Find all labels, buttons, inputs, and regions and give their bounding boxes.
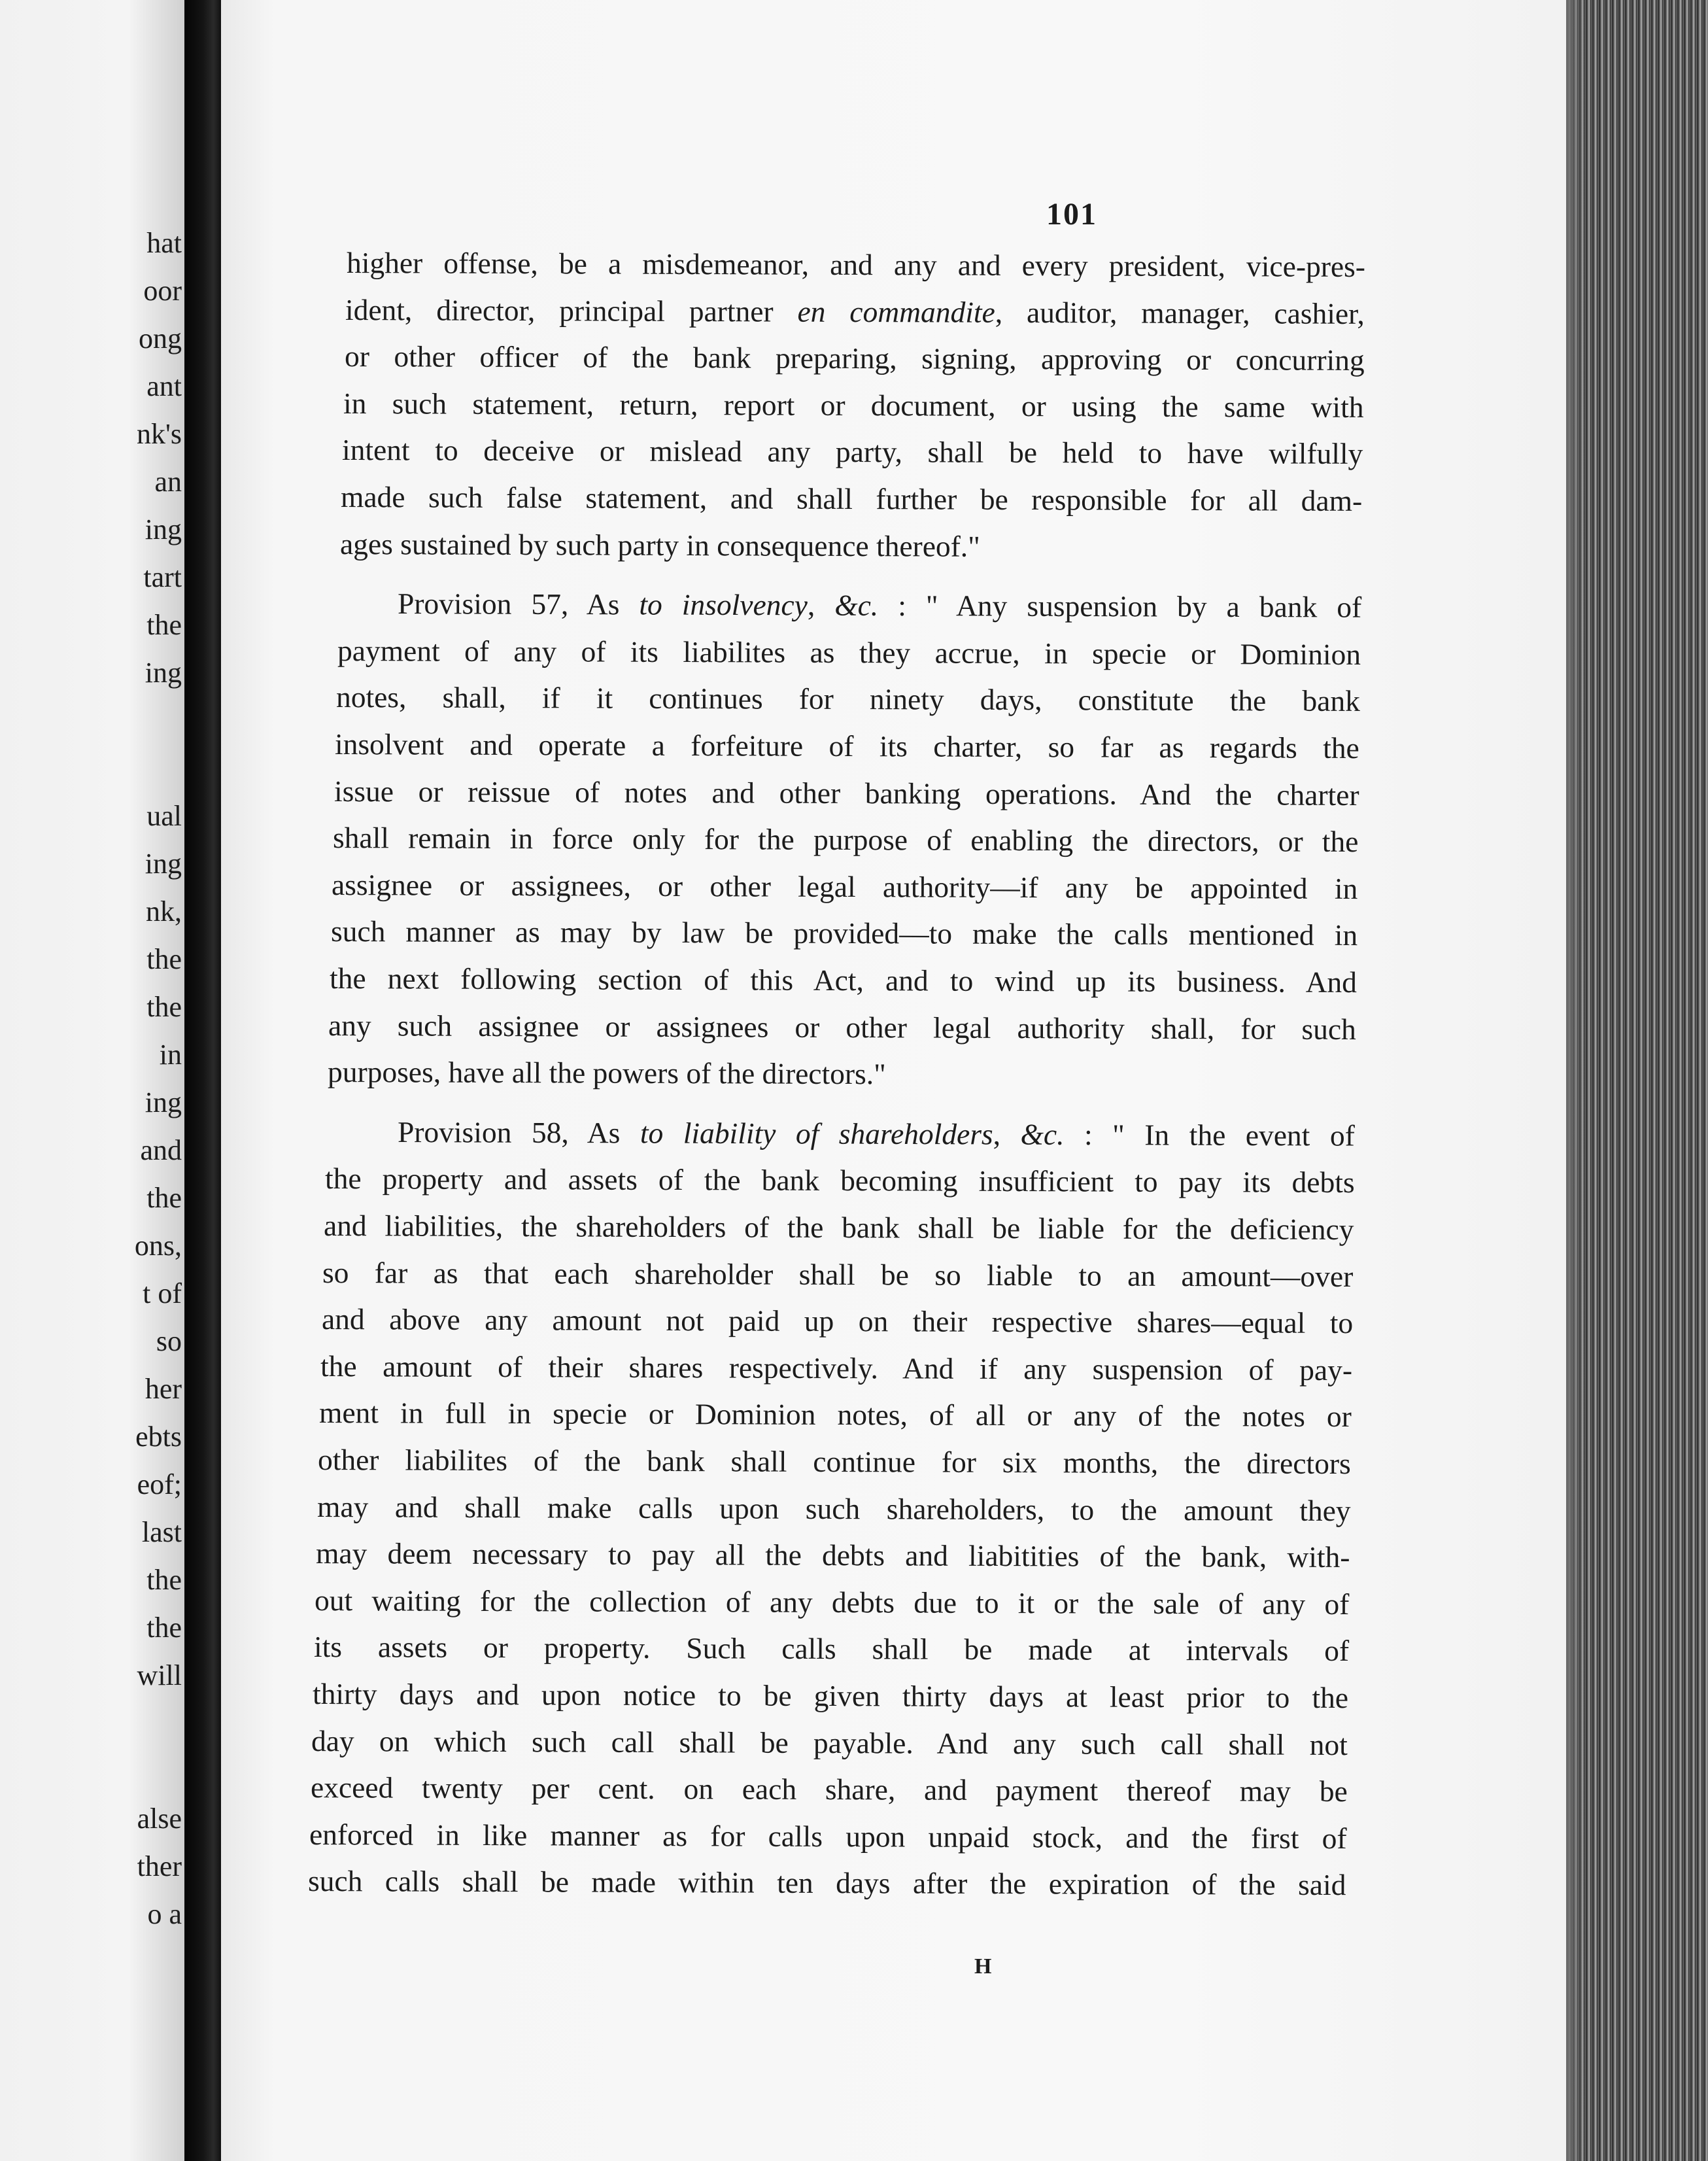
left-page-line: ing: [145, 1086, 182, 1118]
left-page-line: t of: [143, 1277, 182, 1309]
left-page-line: [5, 744, 182, 792]
left-page-line: ing: [145, 657, 182, 689]
left-page-line: [5, 1699, 182, 1747]
page-edge-shadow: [1566, 0, 1584, 2161]
text-line: the next following section of this Act, and to wind up its business. And: [329, 961, 1358, 999]
page-body-text: [221, 0, 1566, 2161]
book-gutter: [184, 0, 221, 2161]
text-line: the property and assets of the bank becoming insufficient to pay its debts: [324, 1162, 1355, 1200]
left-page-line: in: [159, 1039, 182, 1071]
left-page-line: alse: [137, 1803, 182, 1835]
left-page-line: ther: [137, 1850, 182, 1882]
left-page-line: ing: [145, 513, 182, 545]
text-line: other liabilites of the bank shall continue for six months, the directors: [318, 1443, 1352, 1481]
text-line: ment in full in specie or Dominion notes, of all or any of the notes or: [319, 1396, 1352, 1434]
text-line: out waiting for the collection of any debts due to it or the sale of any of: [315, 1583, 1350, 1621]
left-page-line: the: [146, 943, 182, 975]
text-line: insolvent and operate a forfeiture of its charter, so far as regards the: [335, 727, 1360, 765]
left-page-line: the: [146, 991, 182, 1023]
text-line: may deem necessary to pay all the debts and liabitities of the bank, with-: [315, 1536, 1350, 1574]
text-line: thirty days and upon notice to be given thirty days at least prior to the: [312, 1677, 1349, 1715]
text-line: ident, director, principal partner en commandite, auditor, manager, cashier,: [345, 292, 1365, 330]
text-line: assignee or assignees, or other legal authority—if any be appointed in: [332, 867, 1358, 905]
left-page-line: tart: [143, 561, 182, 593]
right-page: [221, 0, 1566, 2161]
left-page-line: ons,: [134, 1230, 182, 1262]
signature-mark: H: [974, 1954, 992, 1979]
text-line: exceed twenty per cent. on each share, and payment thereof may be: [310, 1771, 1348, 1808]
left-page-line: last: [141, 1516, 182, 1548]
text-line: issue or reissue of notes and other banking operations. And the charter: [333, 774, 1359, 812]
left-page-line: the: [146, 1564, 182, 1596]
left-page-line: ant: [146, 370, 182, 402]
left-page-line: will: [137, 1659, 182, 1691]
left-page-line: hat: [146, 227, 182, 259]
left-page-line: her: [145, 1373, 182, 1405]
text-line: day on which such call shall be payable. And any such call shall not: [311, 1723, 1348, 1761]
left-page-line: so: [156, 1325, 182, 1357]
text-line: made such false statement, and shall further be responsible for all dam-: [341, 480, 1363, 517]
text-line: and above any amount not paid up on their respective shares—equal to: [321, 1302, 1353, 1340]
text-line: so far as that each shareholder shall be so liable to an amount—over: [322, 1255, 1354, 1293]
left-page-line: ebts: [135, 1421, 182, 1453]
left-page-line: ing: [145, 848, 182, 880]
text-line: ages sustained by such party in consequence thereof.": [339, 527, 980, 563]
text-line: intent to deceive or mislead any party, shall be held to have wilfully: [342, 433, 1363, 471]
left-page-line: [5, 697, 182, 744]
left-page-line: the: [146, 609, 182, 641]
text-line: in such statement, return, report or document, or using the same with: [343, 386, 1364, 424]
left-page-line: ong: [139, 322, 182, 354]
left-page-line: eof;: [137, 1468, 182, 1500]
page-edges: [1566, 0, 1708, 2161]
left-page-line: the: [146, 1182, 182, 1214]
left-page-line: and: [140, 1134, 182, 1166]
text-line: its assets or property. Such calls shall be made at intervals of: [313, 1630, 1349, 1668]
left-page-line: oor: [143, 275, 182, 307]
left-page-text: [5, 219, 182, 1938]
text-line: Provision 58, As to liability of shareholders, &c. : " In the event of: [398, 1115, 1356, 1152]
text-line: the amount of their shares respectively. And if any suspension of pay-: [320, 1349, 1353, 1387]
text-line: or other officer of the bank preparing, signing, approving or concurring: [344, 339, 1365, 377]
left-page-line: o a: [147, 1898, 182, 1930]
left-page-line: ual: [146, 800, 182, 832]
text-line: Provision 57, As to insolvency, &c. : " Any suspension by a bank of: [397, 587, 1361, 624]
text-line: enforced in like manner as for calls upon unpaid stock, and the first of: [309, 1817, 1347, 1855]
left-page-fragment: [0, 0, 184, 2161]
text-line: payment of any of its liabilites as they accrue, in specie or Dominion: [337, 633, 1361, 671]
text-line: higher offense, be a misdemeanor, and any and every president, vice-pres-: [346, 246, 1366, 283]
text-line: may and shall make calls upon such shareholders, to the amount they: [316, 1489, 1351, 1527]
text-line: and liabilities, the shareholders of the bank shall be liable for the deficiency: [323, 1209, 1354, 1247]
left-page-line: nk's: [136, 418, 182, 450]
text-line: any such assignee or assignees or other legal authority shall, for such: [328, 1008, 1357, 1046]
left-page-line: an: [154, 466, 182, 498]
text-line: shall remain in force only for the purpose of enabling the directors, or the: [332, 821, 1359, 859]
page-number: 101: [1046, 197, 1097, 232]
text-line: such calls shall be made within ten days after the expiration of the said: [308, 1864, 1346, 1902]
left-page-line: nk,: [146, 895, 182, 927]
left-page-line: the: [146, 1612, 182, 1644]
text-line: notes, shall, if it continues for ninety days, constitute the bank: [336, 680, 1361, 718]
text-line: such manner as may by law be provided—to make the calls mentioned in: [330, 914, 1358, 952]
left-page-line: [5, 1747, 182, 1795]
text-line: purposes, have all the powers of the directors.": [327, 1055, 886, 1091]
